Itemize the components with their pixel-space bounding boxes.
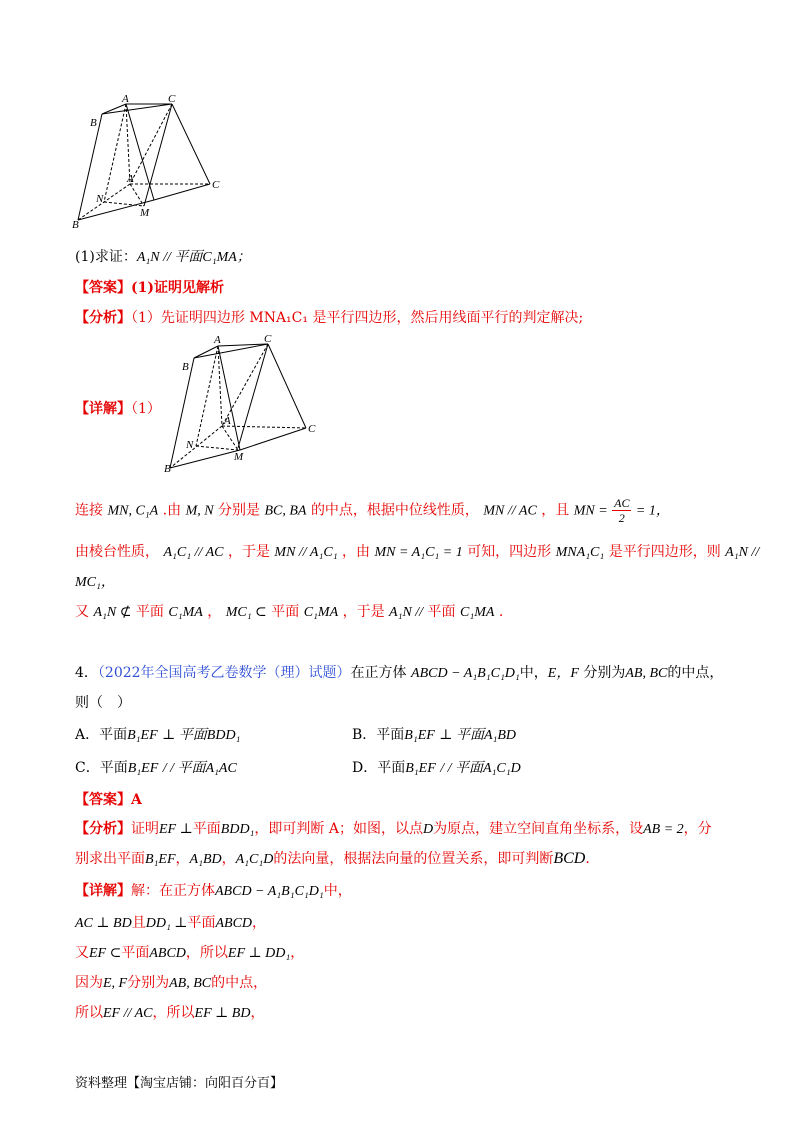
frustum-figure-2 (162, 332, 322, 472)
math: M, N (185, 503, 214, 519)
option-label: A．平面 (75, 727, 128, 743)
detail-tag: 【详解】 (75, 883, 131, 899)
math: A₁N // (389, 605, 424, 620)
q4-detail-line1 (75, 880, 352, 900)
math: A₁N // (725, 545, 760, 560)
math: ⊥ 平面 (439, 728, 484, 743)
text: 平面 (135, 604, 164, 620)
text: 平面 (187, 915, 216, 931)
detail-num: （1） (131, 401, 161, 417)
math: AB = 2 (643, 822, 684, 837)
text: ，由 (342, 544, 371, 560)
option-a[interactable] (75, 724, 240, 744)
text: ，分 (683, 821, 712, 837)
q4-analysis-line2 (75, 848, 590, 868)
text: 又 (75, 604, 89, 620)
math: MN = (573, 503, 608, 519)
math: A₁BD (483, 728, 517, 743)
fig1-label-c1: C (168, 93, 176, 105)
q3-analysis (75, 307, 583, 327)
math: EF ⊥ (159, 822, 193, 837)
option-label: D．平面 (352, 760, 406, 776)
text: 的中点， (667, 665, 724, 681)
q3-part1 (75, 246, 251, 266)
fig1-label-b: B (72, 219, 79, 231)
fig1-label-a1: A (122, 93, 129, 105)
q4-stem (75, 662, 723, 682)
text: 分别为 (127, 975, 170, 991)
text: 连接 (75, 502, 103, 519)
question-number: 4． (75, 665, 98, 681)
text: ，于是 (342, 604, 385, 620)
text: 为原点，建立空间直角坐标系，设 (433, 821, 644, 837)
text: 中， (519, 665, 548, 681)
text: ， (221, 851, 236, 867)
text: 又 (75, 945, 89, 961)
math: EF ⊥ BD (194, 1006, 251, 1021)
math: A₁N ⊄ (93, 605, 132, 620)
option-b[interactable] (352, 724, 516, 744)
q4-detail-line4 (75, 972, 267, 992)
q3-detail (75, 398, 161, 418)
math: AB, BC (169, 976, 212, 991)
text: ，即可判断 A；如图，以点 (254, 821, 423, 837)
text: ， (250, 1005, 265, 1021)
text: 是平行四边形，则 (608, 544, 721, 560)
analysis-text: （1）先证明四边形 MNA₁C₁ 是平行四边形，然后用线面平行的判定解决; (131, 310, 584, 326)
text: 中， (323, 883, 352, 899)
math: A₁C₁ // AC (163, 545, 224, 560)
analysis-tag: 【分析】 (75, 310, 131, 326)
answer-tag: 【答案】 (75, 280, 131, 296)
q4-stem-2: 则（ ） (75, 695, 131, 711)
text: 因为 (75, 975, 103, 991)
math: EF ⊂ (89, 946, 122, 961)
text: 所以 (75, 1005, 103, 1021)
math: MN // AC (483, 503, 537, 519)
text: 证明 (131, 821, 159, 837)
analysis-tag: 【分析】 (75, 821, 131, 837)
math: B₁EF (145, 852, 176, 867)
math: ⊥ 平面 (162, 728, 207, 743)
math: MN = A₁C₁ = 1 (374, 545, 463, 560)
math: C₁MA (459, 605, 495, 620)
math: BDD₁ (206, 728, 241, 743)
text: . (585, 851, 590, 867)
math: DD₁ ⊥ (145, 916, 188, 931)
text: 解：在正方体 (131, 883, 215, 899)
fig1-label-m: M (140, 207, 150, 219)
text: .由 (162, 502, 182, 519)
math: B₁EF (127, 728, 158, 743)
text: 可知，四边形 (467, 544, 552, 560)
text: ，所以 (152, 1005, 195, 1021)
math: / / 平面 (440, 761, 483, 776)
q3-part1-math: A₁N // 平面C₁MA； (136, 250, 251, 265)
math: B₁EF (405, 761, 436, 776)
q3-line2 (75, 541, 759, 561)
math: EF ⊥ DD₁ (227, 946, 291, 961)
fig2-label-b1: B (182, 361, 189, 373)
option-label: B．平面 (352, 727, 405, 743)
q3-line1 (75, 496, 670, 525)
page-footer: 资料整理【淘宝店铺：向阳百分百】 (75, 1076, 284, 1091)
text: 别求出平面 (75, 851, 145, 867)
fig2-label-c: C (308, 423, 316, 435)
q4-answer (75, 789, 142, 809)
text: . (498, 604, 504, 620)
option-label: C．平面 (75, 760, 128, 776)
fig2-label-n: N (186, 439, 194, 451)
fig2-label-a: A (224, 415, 231, 427)
fig2-label-b: B (164, 463, 171, 472)
fig2-label-m: M (234, 451, 244, 463)
detail-tag: 【详解】 (75, 401, 131, 417)
fraction (612, 496, 631, 525)
text: ， (207, 604, 222, 620)
text: 平面 (271, 604, 300, 620)
answer-text: A (131, 792, 142, 808)
math: A₁C₁D (483, 761, 521, 776)
fig1-label-c: C (212, 179, 220, 191)
text: ，且 (541, 502, 570, 519)
text: ，所以 (185, 945, 228, 961)
option-d[interactable] (352, 757, 521, 777)
text: 分别为 (583, 665, 626, 681)
math: / / 平面 (162, 761, 206, 776)
text: 的中点， (211, 975, 268, 991)
question-source: （2022年全国高考乙卷数学（理）试题） (97, 665, 351, 681)
math: BC, BA (264, 503, 307, 519)
text: 的中点，根据中位线性质， (310, 502, 479, 519)
math: D (422, 822, 434, 837)
math: AB, BC (625, 666, 668, 681)
answer-tag: 【答案】 (75, 792, 131, 808)
math: A₁BD (189, 852, 222, 867)
math: C₁MA (168, 605, 203, 620)
math: AC ⊥ BD (75, 916, 132, 931)
text: ，于是 (227, 544, 270, 560)
math: E，F (547, 666, 579, 681)
text: 在正方体 (350, 665, 407, 681)
math: MNA₁C₁ (555, 545, 605, 560)
math: B₁EF (127, 761, 159, 776)
q4-detail-line2 (75, 912, 266, 932)
math: MC₁ ⊂ (225, 605, 267, 620)
q3-answer (75, 277, 224, 297)
q4-detail-line3 (75, 942, 304, 962)
answer-text: (1)证明见解析 (131, 280, 224, 296)
math: ABCD − A₁B₁C₁D₁ (215, 884, 324, 899)
fig2-label-c1: C (264, 333, 272, 345)
fig1-label-n: N (96, 193, 104, 205)
math: B₁EF (404, 728, 435, 743)
math: BDD₁ (220, 822, 255, 837)
text: ， (290, 945, 305, 961)
math: A₁AC (205, 761, 237, 776)
text: 平面 (192, 821, 221, 837)
fig1-label-b1: B (90, 117, 97, 129)
q3-part1-label: (1)求证： (75, 249, 137, 265)
fig1-label-a: A (127, 173, 134, 185)
q3-line4 (75, 601, 503, 621)
q4-detail-line5 (75, 1002, 264, 1022)
text: ， (175, 851, 190, 867)
fig2-label-a1: A (214, 334, 221, 346)
q3-line3 (75, 571, 115, 591)
math: MN // A₁C₁ (274, 545, 338, 560)
math: MC₁， (75, 575, 115, 590)
text: 且 (131, 915, 146, 931)
text: 由棱台性质， (75, 544, 159, 560)
numerator: AC (614, 496, 630, 510)
text: 分别是 (218, 502, 261, 519)
math: A₁C₁D (235, 852, 274, 867)
denominator: 2 (618, 511, 625, 525)
text: 平面 (121, 945, 150, 961)
option-c[interactable] (75, 757, 237, 777)
math: BCD (553, 850, 586, 867)
text: 平面 (427, 604, 456, 620)
math: MN, C₁A (107, 503, 159, 519)
math: ABCD (149, 946, 186, 961)
math: E, F (103, 976, 128, 991)
math: EF // AC (103, 1006, 153, 1021)
text: ， (252, 915, 267, 931)
frustum-figure-1 (70, 92, 230, 232)
q4-analysis-line1 (75, 818, 712, 838)
math: ABCD (215, 916, 253, 931)
math: C₁MA (303, 605, 339, 620)
math: ABCD − A₁B₁C₁D₁ (411, 666, 520, 681)
text: 的法向量，根据法向量的位置关系，即可判断 (273, 851, 554, 867)
math: = 1， (635, 503, 670, 519)
